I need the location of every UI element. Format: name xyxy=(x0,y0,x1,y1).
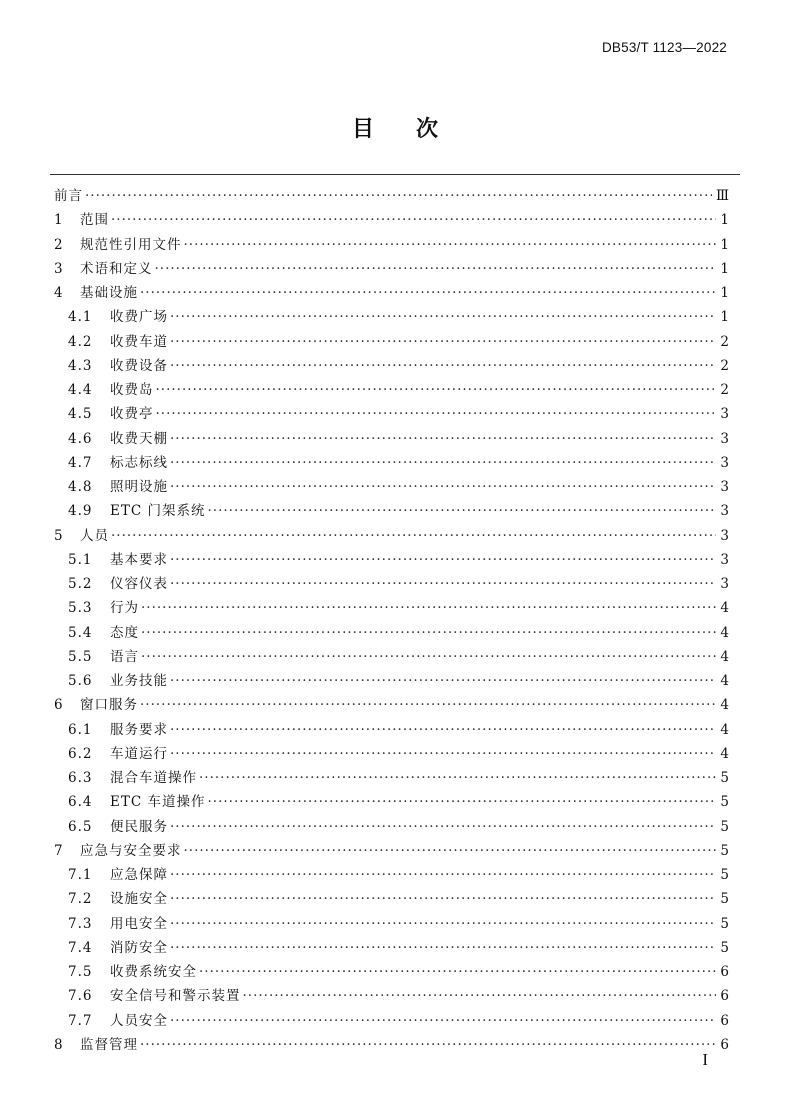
toc-entry[interactable] xyxy=(54,257,729,281)
toc-entry-number: 7.6 xyxy=(68,988,93,1005)
toc-entry-number: 4.3 xyxy=(68,357,93,374)
toc-entry[interactable] xyxy=(54,815,729,839)
toc-leader-dots xyxy=(170,1009,716,1033)
toc-entry[interactable] xyxy=(54,524,729,548)
toc-entry-number: 4 xyxy=(54,285,63,301)
toc-leader-dots xyxy=(170,427,716,451)
toc-entry-label[interactable]: 便民服务 xyxy=(110,818,168,835)
toc-leader-dots xyxy=(170,451,716,475)
toc-entry[interactable] xyxy=(54,402,729,426)
toc-entry-label[interactable]: 规范性引用文件 xyxy=(80,236,182,253)
toc-entry-page: 5 xyxy=(720,770,729,786)
toc-entry-page: 2 xyxy=(720,357,729,374)
toc-entry[interactable] xyxy=(54,1009,729,1033)
toc-leader-dots xyxy=(170,305,716,329)
toc-entry-number: 5.1 xyxy=(68,551,93,568)
toc-entry[interactable] xyxy=(54,548,729,572)
toc-leader-dots xyxy=(170,936,716,960)
toc-leader-dots xyxy=(170,354,716,378)
toc-entry[interactable] xyxy=(54,766,729,790)
toc-entry-page: 1 xyxy=(720,309,729,326)
toc-entry-number: 4.6 xyxy=(68,430,93,447)
page-number: I xyxy=(702,1050,708,1069)
toc-entry-number: 6.5 xyxy=(68,818,93,835)
toc-entry-number: 4.7 xyxy=(68,454,93,471)
toc-leader-dots xyxy=(184,233,717,257)
header-divider xyxy=(50,174,740,175)
toc-leader-dots xyxy=(155,257,717,281)
toc-entry-page: 6 xyxy=(720,1012,729,1029)
toc-entry-number: 6 xyxy=(54,697,63,714)
toc-entry-number: 8 xyxy=(54,1036,63,1053)
toc-entry-number: 7.3 xyxy=(68,915,93,932)
toc-entry-page: 6 xyxy=(720,964,729,980)
toc-entry-page: Ⅲ xyxy=(715,188,729,204)
toc-entry-page: 1 xyxy=(720,236,729,253)
toc-entry-page: 5 xyxy=(720,818,729,835)
toc-entry-number: 7.5 xyxy=(68,964,93,980)
toc-entry[interactable] xyxy=(54,451,729,475)
toc-entry-label[interactable]: 收费广场 xyxy=(110,309,168,326)
toc-entry-page: 3 xyxy=(720,454,729,471)
toc-entry-page: 2 xyxy=(720,333,729,350)
toc-leader-dots xyxy=(156,402,717,426)
toc-entry-number: 5.3 xyxy=(68,600,93,617)
toc-entry-label[interactable]: 人员安全 xyxy=(110,1012,168,1029)
toc-leader-dots xyxy=(140,1033,716,1057)
toc-entry-label[interactable]: 标志标线 xyxy=(110,454,168,471)
toc-entry-label[interactable]: 应急与安全要求 xyxy=(80,842,182,859)
toc-entry-label[interactable]: 术语和定义 xyxy=(80,260,153,277)
toc-leader-dots xyxy=(170,572,716,596)
toc-entry-page: 1 xyxy=(720,285,729,301)
toc-entry-page: 1 xyxy=(720,212,729,229)
toc-leader-dots xyxy=(111,524,716,548)
toc-entry-page: 3 xyxy=(720,406,729,423)
toc-entry[interactable] xyxy=(54,330,729,354)
toc-entry-page: 5 xyxy=(720,794,729,811)
toc-leader-dots xyxy=(207,499,716,523)
toc-leader-dots xyxy=(85,184,712,208)
toc-leader-dots xyxy=(170,742,716,766)
toc-entry-number: 6.3 xyxy=(68,770,93,786)
toc-leader-dots xyxy=(170,815,716,839)
toc-entry[interactable] xyxy=(54,1033,729,1057)
toc-entry[interactable] xyxy=(54,281,729,305)
toc-entry-page: 5 xyxy=(720,891,729,908)
toc-entry-page: 4 xyxy=(720,697,729,714)
toc-leader-dots xyxy=(207,790,716,814)
toc-entry-label[interactable]: 窗口服务 xyxy=(80,697,138,714)
toc-entry-number: 4.5 xyxy=(68,406,93,423)
toc-entry-page: 5 xyxy=(720,939,729,956)
toc-entry-label[interactable]: 消防安全 xyxy=(110,939,168,956)
page-title: 目次 xyxy=(351,117,480,142)
toc-entry-label[interactable]: 安全信号和警示装置 xyxy=(110,988,241,1005)
toc-entry-label[interactable]: 范围 xyxy=(80,212,109,229)
toc-entry-label[interactable]: 服务要求 xyxy=(110,721,168,738)
toc-leader-dots xyxy=(140,693,716,717)
toc-leader-dots xyxy=(141,621,716,645)
toc-entry-number: 2 xyxy=(54,236,63,253)
toc-entry-label[interactable]: 基本要求 xyxy=(110,551,168,568)
toc-entry-label[interactable]: 语言 xyxy=(110,648,139,665)
toc-leader-dots xyxy=(170,548,716,572)
toc-entry-number: 7.2 xyxy=(68,891,93,908)
toc-entry-label[interactable]: 设施安全 xyxy=(110,891,168,908)
toc-leader-dots xyxy=(141,645,716,669)
toc-entry-page: 3 xyxy=(720,479,729,495)
toc-entry[interactable] xyxy=(54,912,729,936)
toc-entry-label[interactable]: 照明设施 xyxy=(110,479,168,495)
toc-entry[interactable] xyxy=(54,790,729,814)
toc-entry-label[interactable]: 行为 xyxy=(110,600,139,617)
toc-entry[interactable] xyxy=(54,354,729,378)
toc-entry-label[interactable]: 收费岛 xyxy=(110,382,154,398)
toc-entry-label[interactable]: 车道运行 xyxy=(110,745,168,762)
toc-entry-label[interactable]: 前言 xyxy=(54,188,83,204)
toc-entry[interactable] xyxy=(54,572,729,596)
toc-entry-number: 7.4 xyxy=(68,939,93,956)
toc-entry-label[interactable]: 收费设备 xyxy=(110,357,168,374)
toc-entry-page: 4 xyxy=(720,624,729,641)
toc-entry-label[interactable]: 应急保障 xyxy=(110,867,168,883)
toc-entry[interactable] xyxy=(54,936,729,960)
toc-entry-page: 6 xyxy=(720,1036,729,1053)
toc-entry-page: 3 xyxy=(720,551,729,568)
toc-entry-page: 1 xyxy=(720,260,729,277)
toc-entry-label[interactable]: 基础设施 xyxy=(80,285,138,301)
toc-entry-label[interactable]: 混合车道操作 xyxy=(110,770,197,786)
toc-entry-label[interactable]: 业务技能 xyxy=(110,673,168,689)
toc-entry[interactable] xyxy=(54,378,729,402)
toc-entry-page: 3 xyxy=(720,430,729,447)
toc-entry-page: 4 xyxy=(720,721,729,738)
toc-entry-page: 3 xyxy=(720,527,729,544)
toc-entry[interactable] xyxy=(54,305,729,329)
toc-leader-dots xyxy=(170,863,716,887)
toc-entry-number: 4.8 xyxy=(68,479,93,495)
toc-entry-number: 6.2 xyxy=(68,745,93,762)
toc-entry-label[interactable]: 仪容仪表 xyxy=(110,576,168,592)
toc-entry-number: 5.5 xyxy=(68,648,93,665)
toc-leader-dots xyxy=(184,839,717,863)
toc-entry-page: 6 xyxy=(720,988,729,1005)
toc-entry[interactable] xyxy=(54,863,729,887)
table-of-contents xyxy=(54,184,729,1057)
toc-entry-label[interactable]: ETC 门架系统 xyxy=(110,503,206,520)
toc-entry-number: 5.4 xyxy=(68,624,93,641)
toc-entry-label[interactable]: 人员 xyxy=(80,527,109,544)
toc-entry[interactable] xyxy=(54,596,729,620)
toc-entry-page: 2 xyxy=(720,382,729,398)
toc-entry-page: 5 xyxy=(720,867,729,883)
toc-entry-label[interactable]: 监督管理 xyxy=(80,1036,138,1053)
toc-leader-dots xyxy=(170,669,716,693)
toc-entry-number: 5.6 xyxy=(68,673,93,689)
toc-entry-number: 3 xyxy=(54,260,63,277)
toc-entry-label[interactable]: 收费亭 xyxy=(110,406,154,423)
toc-entry[interactable] xyxy=(54,499,729,523)
toc-entry[interactable] xyxy=(54,184,729,208)
document-code: DB53/T 1123—2022 xyxy=(601,40,727,55)
toc-entry[interactable] xyxy=(54,645,729,669)
toc-leader-dots xyxy=(199,960,716,984)
toc-entry[interactable] xyxy=(54,887,729,911)
toc-entry-label[interactable]: 收费系统安全 xyxy=(110,964,197,980)
toc-entry-page: 4 xyxy=(720,600,729,617)
toc-entry-number: 5 xyxy=(54,527,63,544)
toc-entry-number: 7 xyxy=(54,842,63,859)
toc-entry[interactable] xyxy=(54,839,729,863)
toc-entry-number: 7.7 xyxy=(68,1012,93,1029)
toc-entry-label[interactable]: 态度 xyxy=(110,624,139,641)
toc-leader-dots xyxy=(243,984,717,1008)
toc-entry[interactable] xyxy=(54,475,729,499)
toc-entry-label[interactable]: 用电安全 xyxy=(110,915,168,932)
toc-entry-number: 5.2 xyxy=(68,576,93,592)
toc-entry[interactable] xyxy=(54,693,729,717)
toc-leader-dots xyxy=(141,596,716,620)
toc-entry-label[interactable]: 收费天棚 xyxy=(110,430,168,447)
toc-entry[interactable] xyxy=(54,621,729,645)
toc-entry-number: 4.9 xyxy=(68,503,93,520)
toc-entry[interactable] xyxy=(54,742,729,766)
toc-entry[interactable] xyxy=(54,427,729,451)
toc-leader-dots xyxy=(170,718,716,742)
toc-entry-label[interactable]: 收费车道 xyxy=(110,333,168,350)
toc-leader-dots xyxy=(170,912,716,936)
toc-leader-dots xyxy=(140,281,716,305)
toc-leader-dots xyxy=(199,766,716,790)
toc-entry-page: 4 xyxy=(720,673,729,689)
toc-entry[interactable] xyxy=(54,984,729,1008)
toc-entry-page: 4 xyxy=(720,745,729,762)
toc-leader-dots xyxy=(170,330,716,354)
toc-leader-dots xyxy=(156,378,717,402)
toc-entry-number: 4.4 xyxy=(68,382,93,398)
toc-entry[interactable] xyxy=(54,233,729,257)
toc-entry[interactable] xyxy=(54,669,729,693)
toc-entry-page: 3 xyxy=(720,503,729,520)
toc-leader-dots xyxy=(170,887,716,911)
toc-entry-page: 3 xyxy=(720,576,729,592)
toc-entry[interactable] xyxy=(54,960,729,984)
toc-leader-dots xyxy=(170,475,716,499)
toc-leader-dots xyxy=(111,208,716,232)
toc-entry-number: 4.2 xyxy=(68,333,93,350)
toc-entry-label[interactable]: ETC 车道操作 xyxy=(110,794,206,811)
toc-entry-number: 6.1 xyxy=(68,721,93,738)
toc-entry-number: 7.1 xyxy=(68,867,93,883)
toc-entry[interactable] xyxy=(54,718,729,742)
toc-entry-number: 1 xyxy=(54,212,63,229)
toc-entry-page: 5 xyxy=(720,915,729,932)
toc-entry-number: 6.4 xyxy=(68,794,93,811)
toc-entry-number: 4.1 xyxy=(68,309,93,326)
toc-entry-page: 4 xyxy=(720,648,729,665)
toc-entry[interactable] xyxy=(54,208,729,232)
toc-entry-page: 5 xyxy=(720,842,729,859)
